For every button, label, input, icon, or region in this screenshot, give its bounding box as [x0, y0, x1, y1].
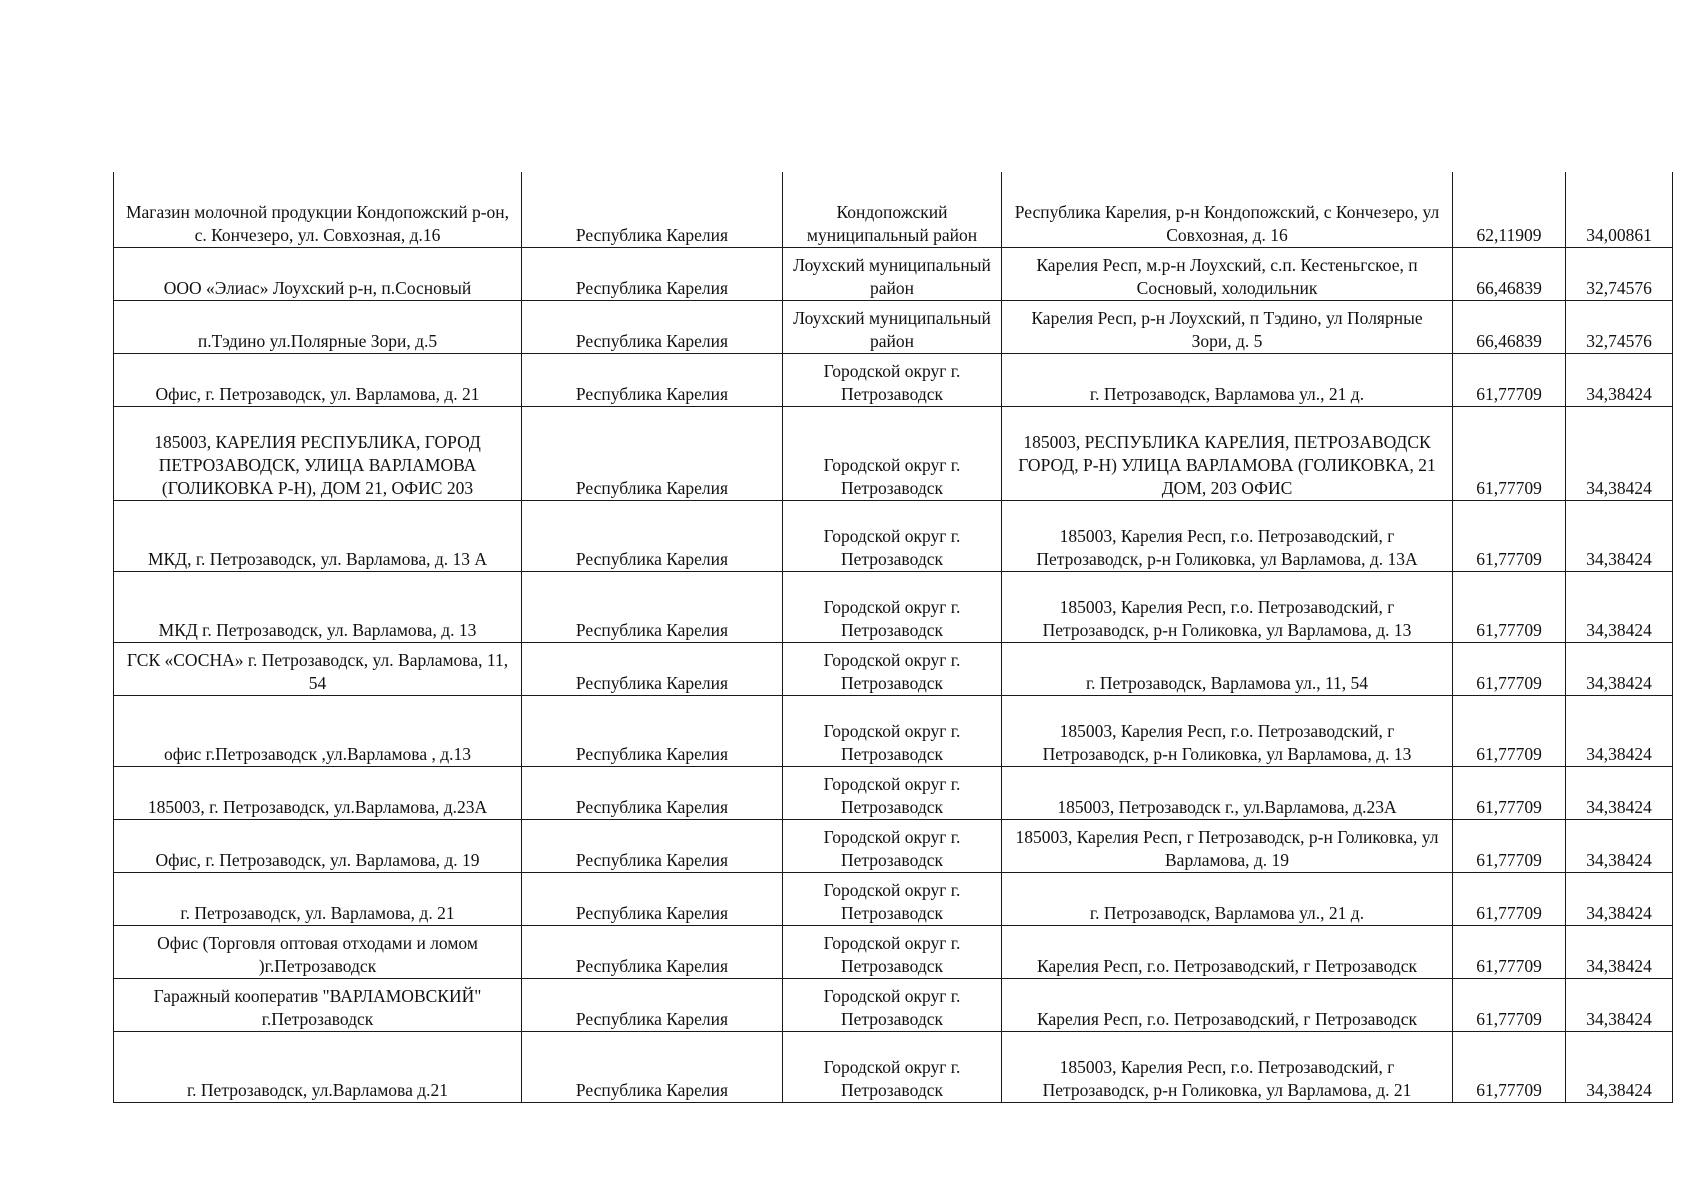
municipality-cell: Городской округ г. Петрозаводск: [783, 695, 1002, 766]
region-cell: Республика Карелия: [522, 172, 783, 247]
longitude-cell: 34,38424: [1566, 925, 1673, 978]
longitude-cell: 34,38424: [1566, 978, 1673, 1031]
municipality-cell: Городской округ г. Петрозаводск: [783, 1031, 1002, 1102]
object-cell: офис г.Петрозаводск ,ул.Варламова , д.13: [114, 695, 522, 766]
address-cell: Республика Карелия, р-н Кондопожский, с Кончезеро, ул Совхозная, д. 16: [1002, 172, 1453, 247]
latitude-cell: 62,11909: [1453, 172, 1566, 247]
object-cell: Офис, г. Петрозаводск, ул. Варламова, д. 21: [114, 353, 522, 406]
region-cell: Республика Карелия: [522, 300, 783, 353]
municipality-cell: Лоухский муниципальный район: [783, 300, 1002, 353]
longitude-cell: 34,38424: [1566, 353, 1673, 406]
latitude-cell: 61,77709: [1453, 500, 1566, 571]
object-cell: МКД г. Петрозаводск, ул. Варламова, д. 13: [114, 571, 522, 642]
municipality-cell: Городской округ г. Петрозаводск: [783, 500, 1002, 571]
municipality-cell: Городской округ г. Петрозаводск: [783, 819, 1002, 872]
object-cell: ООО «Элиас» Лоухский р-н, п.Сосновый: [114, 247, 522, 300]
address-cell: Карелия Респ, г.о. Петрозаводский, г Петрозаводск: [1002, 978, 1453, 1031]
latitude-cell: 66,46839: [1453, 300, 1566, 353]
table-row: [114, 925, 1673, 978]
municipality-cell: Городской округ г. Петрозаводск: [783, 925, 1002, 978]
latitude-cell: 61,77709: [1453, 406, 1566, 500]
address-cell: г. Петрозаводск, Варламова ул., 21 д.: [1002, 872, 1453, 925]
municipality-cell: Городской округ г. Петрозаводск: [783, 642, 1002, 695]
region-cell: Республика Карелия: [522, 925, 783, 978]
municipality-cell: Городской округ г. Петрозаводск: [783, 406, 1002, 500]
municipality-cell: Городской округ г. Петрозаводск: [783, 571, 1002, 642]
address-cell: 185003, РЕСПУБЛИКА КАРЕЛИЯ, ПЕТРОЗАВОДСК ГОРОД, Р-Н) УЛИЦА ВАРЛАМОВА (ГОЛИКОВКА, 21 ДОМ, 203 ОФИС: [1002, 406, 1453, 500]
longitude-cell: 34,38424: [1566, 695, 1673, 766]
address-cell: г. Петрозаводск, Варламова ул., 21 д.: [1002, 353, 1453, 406]
object-cell: г. Петрозаводск, ул.Варламова д.21: [114, 1031, 522, 1102]
region-cell: Республика Карелия: [522, 406, 783, 500]
longitude-cell: 34,00861: [1566, 172, 1673, 247]
latitude-cell: 61,77709: [1453, 1031, 1566, 1102]
table-row: [114, 1031, 1673, 1102]
table-row: [114, 247, 1673, 300]
table-row: [114, 819, 1673, 872]
table-row: [114, 500, 1673, 571]
object-cell: Офис, г. Петрозаводск, ул. Варламова, д. 19: [114, 819, 522, 872]
region-cell: Республика Карелия: [522, 500, 783, 571]
table-row: [114, 978, 1673, 1031]
address-cell: Карелия Респ, м.р-н Лоухский, с.п. Кестеньгское, п Сосновый, холодильник: [1002, 247, 1453, 300]
object-cell: ГСК «СОСНА» г. Петрозаводск, ул. Варламова, 11, 54: [114, 642, 522, 695]
objects-table: [113, 172, 1673, 1103]
document-sheet: [113, 172, 1672, 1103]
longitude-cell: 34,38424: [1566, 872, 1673, 925]
municipality-cell: Лоухский муниципальный район: [783, 247, 1002, 300]
object-cell: 185003, КАРЕЛИЯ РЕСПУБЛИКА, ГОРОД ПЕТРОЗАВОДСК, УЛИЦА ВАРЛАМОВА (ГОЛИКОВКА Р-Н), ДОМ 21, ОФИС 203: [114, 406, 522, 500]
longitude-cell: 34,38424: [1566, 766, 1673, 819]
longitude-cell: 34,38424: [1566, 571, 1673, 642]
table-row: [114, 406, 1673, 500]
address-cell: г. Петрозаводск, Варламова ул., 11, 54: [1002, 642, 1453, 695]
table-row: [114, 300, 1673, 353]
region-cell: Республика Карелия: [522, 872, 783, 925]
table-row: [114, 353, 1673, 406]
latitude-cell: 61,77709: [1453, 978, 1566, 1031]
latitude-cell: 66,46839: [1453, 247, 1566, 300]
address-cell: 185003, Карелия Респ, г.о. Петрозаводский, г Петрозаводск, р-н Голиковка, ул Варламова, д. 21: [1002, 1031, 1453, 1102]
address-cell: Карелия Респ, р-н Лоухский, п Тэдино, ул Полярные Зори, д. 5: [1002, 300, 1453, 353]
latitude-cell: 61,77709: [1453, 819, 1566, 872]
longitude-cell: 32,74576: [1566, 300, 1673, 353]
object-cell: Магазин молочной продукции Кондопожский р-он, с. Кончезеро, ул. Совхозная, д.16: [114, 172, 522, 247]
longitude-cell: 34,38424: [1566, 500, 1673, 571]
object-cell: Гаражный кооператив "ВАРЛАМОВСКИЙ" г.Петрозаводск: [114, 978, 522, 1031]
latitude-cell: 61,77709: [1453, 695, 1566, 766]
address-cell: 185003, Карелия Респ, г Петрозаводск, р-н Голиковка, ул Варламова, д. 19: [1002, 819, 1453, 872]
region-cell: Республика Карелия: [522, 695, 783, 766]
region-cell: Республика Карелия: [522, 571, 783, 642]
table-row: [114, 172, 1673, 247]
address-cell: 185003, Карелия Респ, г.о. Петрозаводский, г Петрозаводск, р-н Голиковка, ул Варламова, д. 13А: [1002, 500, 1453, 571]
municipality-cell: Кондопожский муниципальный район: [783, 172, 1002, 247]
latitude-cell: 61,77709: [1453, 925, 1566, 978]
longitude-cell: 34,38424: [1566, 819, 1673, 872]
object-cell: г. Петрозаводск, ул. Варламова, д. 21: [114, 872, 522, 925]
object-cell: МКД, г. Петрозаводск, ул. Варламова, д. 13 А: [114, 500, 522, 571]
municipality-cell: Городской округ г. Петрозаводск: [783, 766, 1002, 819]
municipality-cell: Городской округ г. Петрозаводск: [783, 872, 1002, 925]
table-row: [114, 872, 1673, 925]
table-row: [114, 571, 1673, 642]
table-row: [114, 695, 1673, 766]
object-cell: Офис (Торговля оптовая отходами и ломом )г.Петрозаводск: [114, 925, 522, 978]
table-row: [114, 642, 1673, 695]
address-cell: 185003, Карелия Респ, г.о. Петрозаводский, г Петрозаводск, р-н Голиковка, ул Варламова, д. 13: [1002, 695, 1453, 766]
longitude-cell: 34,38424: [1566, 1031, 1673, 1102]
region-cell: Республика Карелия: [522, 819, 783, 872]
latitude-cell: 61,77709: [1453, 642, 1566, 695]
table-row: [114, 766, 1673, 819]
latitude-cell: 61,77709: [1453, 571, 1566, 642]
object-cell: п.Тэдино ул.Полярные Зори, д.5: [114, 300, 522, 353]
address-cell: Карелия Респ, г.о. Петрозаводский, г Петрозаводск: [1002, 925, 1453, 978]
region-cell: Республика Карелия: [522, 1031, 783, 1102]
region-cell: Республика Карелия: [522, 766, 783, 819]
address-cell: 185003, Карелия Респ, г.о. Петрозаводский, г Петрозаводск, р-н Голиковка, ул Варламова, д. 13: [1002, 571, 1453, 642]
region-cell: Республика Карелия: [522, 642, 783, 695]
longitude-cell: 34,38424: [1566, 642, 1673, 695]
longitude-cell: 32,74576: [1566, 247, 1673, 300]
region-cell: Республика Карелия: [522, 978, 783, 1031]
address-cell: 185003, Петрозаводск г., ул.Варламова, д.23А: [1002, 766, 1453, 819]
latitude-cell: 61,77709: [1453, 766, 1566, 819]
municipality-cell: Городской округ г. Петрозаводск: [783, 978, 1002, 1031]
region-cell: Республика Карелия: [522, 353, 783, 406]
object-cell: 185003, г. Петрозаводск, ул.Варламова, д.23А: [114, 766, 522, 819]
region-cell: Республика Карелия: [522, 247, 783, 300]
municipality-cell: Городской округ г. Петрозаводск: [783, 353, 1002, 406]
latitude-cell: 61,77709: [1453, 353, 1566, 406]
latitude-cell: 61,77709: [1453, 872, 1566, 925]
longitude-cell: 34,38424: [1566, 406, 1673, 500]
